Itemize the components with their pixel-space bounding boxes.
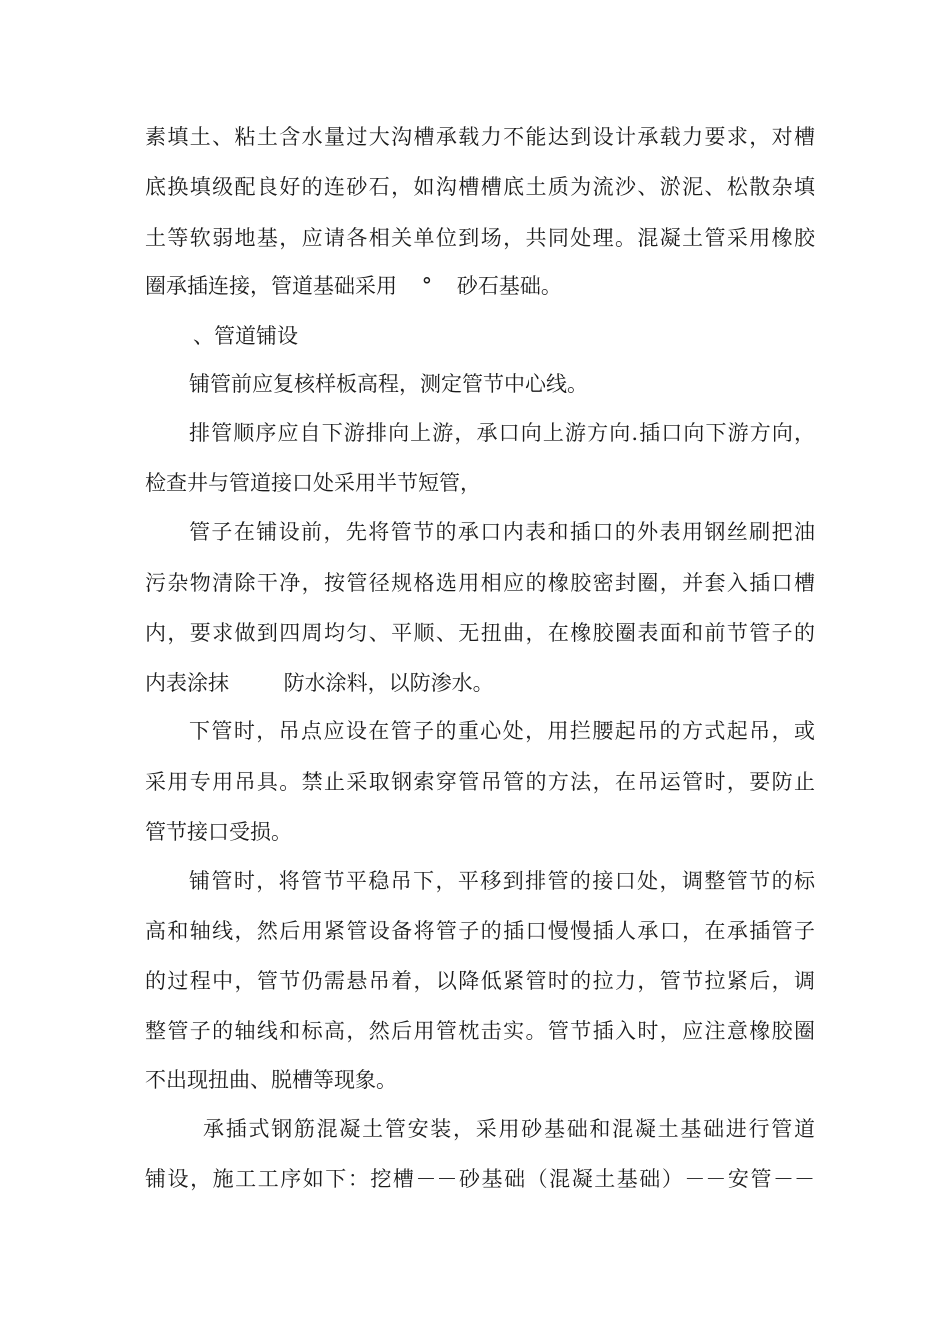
text-line: 采用专用吊具。禁止采取钢索穿管吊管的方法，在吊运管时，要防止 bbox=[145, 770, 815, 794]
text-line: 底换填级配良好的连砂石，如沟槽槽底土质为流沙、淤泥、松散杂填 bbox=[145, 175, 815, 199]
text-line: 素填土、粘土含水量过大沟槽承载力不能达到设计承载力要求，对槽 bbox=[145, 125, 815, 149]
text-line: 土等软弱地基，应请各相关单位到场，共同处理。混凝土管采用橡胶 bbox=[145, 226, 815, 250]
text-line: 管子在铺设前，先将管节的承口内表和插口的外表用钢丝刷把油 bbox=[189, 520, 815, 544]
text-line: 内，要求做到四周均匀、平顺、无扭曲，在橡胶圈表面和前节管子的 bbox=[145, 621, 815, 645]
text-line: 污杂物清除干净，按管径规格选用相应的橡胶密封圈，并套入插口槽 bbox=[145, 571, 815, 595]
text-line: 铺管时，将管节平稳吊下，平移到排管的接口处，调整管节的标 bbox=[189, 869, 815, 893]
text-line: 不出现扭曲、脱槽等现象。 bbox=[145, 1068, 397, 1092]
text-line: 排管顺序应自下游排向上游，承口向上游方向.插口向下游方向， bbox=[189, 421, 815, 445]
text-line: 整管子的轴线和标高，然后用管枕击实。管节插入时，应注意橡胶圈 bbox=[145, 1019, 815, 1043]
text-line: 的过程中，管节仍需悬吊着，以降低紧管时的拉力，管节拉紧后，调 bbox=[145, 969, 815, 993]
text-line: 下管时，吊点应设在管子的重心处，用拦腰起吊的方式起吊，或 bbox=[189, 719, 815, 743]
section-heading: 、管道铺设 bbox=[193, 324, 298, 348]
text-line: 铺设，施工工序如下：挖槽－－砂基础（混凝土基础）－－安管－－ bbox=[145, 1167, 815, 1191]
text-line: 高和轴线，然后用紧管设备将管子的插口慢慢插人承口，在承插管子 bbox=[145, 919, 815, 943]
text-line: 圈承插连接，管道基础采用 ° 砂石基础。 bbox=[145, 274, 562, 298]
text-line: 内表涂抹 防水涂料，以防渗水。 bbox=[145, 671, 494, 695]
text-line: 管节接口受损。 bbox=[145, 820, 292, 844]
text-line: 检查井与管道接口处采用半节短管， bbox=[145, 471, 481, 495]
text-line: 承插式钢筋混凝土管安装，采用砂基础和混凝土基础进行管道 bbox=[203, 1117, 815, 1141]
text-line: 铺管前应复核样板高程，测定管节中心线。 bbox=[189, 372, 588, 396]
